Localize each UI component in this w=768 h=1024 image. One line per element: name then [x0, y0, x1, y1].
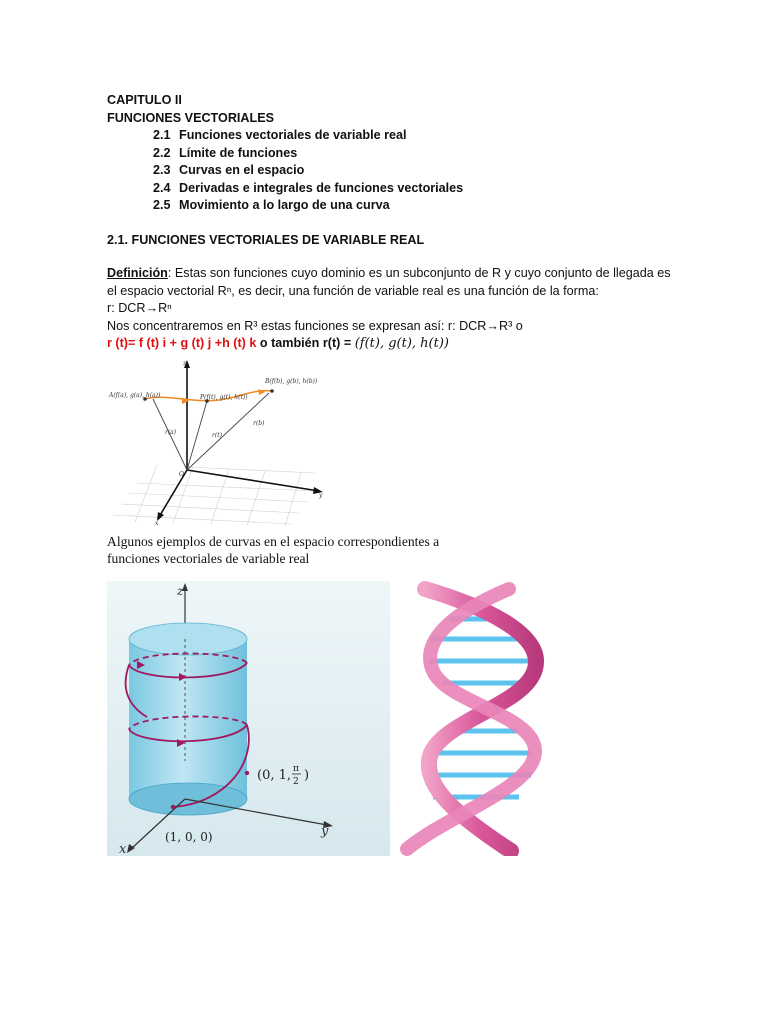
- chapter-subtitle: FUNCIONES VECTORIALES: [107, 110, 275, 125]
- toc-item-label: Derivadas e integrales de funciones vectoriales: [179, 180, 464, 195]
- vector-rt-label: r(t): [212, 432, 222, 439]
- cylinder-top: [129, 623, 247, 655]
- toc-item-number: 2.3: [153, 163, 171, 177]
- definition-line-1: [107, 265, 671, 283]
- svg-text:π: π: [293, 764, 299, 774]
- definition-line-2: el espacio vectorial Rⁿ, es decir, una función de variable real es una función de la forma:: [107, 283, 599, 298]
- chapter-title: CAPITULO II: [107, 93, 182, 107]
- origin-label: O: [179, 471, 184, 478]
- point-b-label: B(f(b), g(b), h(b)): [265, 378, 318, 385]
- figure2-y-label: y: [321, 824, 329, 839]
- formula-tuple: (f(t), g(t), h(t)): [354, 336, 449, 351]
- dna-double-helix: [390, 581, 591, 856]
- point-helix-start: [171, 805, 175, 809]
- vector-rb-label: r(b): [253, 420, 265, 427]
- toc-item: [107, 163, 463, 181]
- point-b: [270, 389, 274, 393]
- formula-red: r (t)= f (t) i + g (t) j +h (t) k: [107, 336, 257, 350]
- toc-item-label: Funciones vectoriales de variable real: [179, 128, 407, 142]
- curve-direction-arrow-icon: [258, 389, 265, 395]
- toc-item-label: Curvas en el espacio: [179, 163, 305, 177]
- helix-examples-figure: [107, 581, 591, 856]
- toc-item-number: 2.1: [153, 128, 171, 142]
- figure1-x-label: x: [155, 520, 159, 527]
- point-p-label: P(f(t), g(t), h(t)): [200, 394, 248, 401]
- table-of-contents: [107, 93, 463, 216]
- toc-item-label: Límite de funciones: [179, 145, 298, 160]
- toc-item-number: 2.4: [153, 180, 171, 195]
- vector-function-figure: [107, 357, 347, 529]
- definition-line-3: r: DCR→Rⁿ: [107, 301, 172, 315]
- examples-line-2: funciones vectoriales de variable real: [107, 551, 310, 566]
- toc-item: [107, 198, 463, 216]
- svg-text:(0, 1,: (0, 1,: [257, 768, 292, 783]
- section-heading: 2.1. FUNCIONES VECTORIALES DE VARIABLE REAL: [107, 233, 425, 247]
- examples-line-1: Algunos ejemplos de curvas en el espacio correspondientes a: [107, 534, 440, 549]
- point-a-label: A(f(a), g(a), h(a)): [109, 392, 161, 399]
- definition-line-4: Nos concentraremos en R³ estas funciones se expresan así: r: DCR→R³ o: [107, 318, 523, 333]
- figure2-x-label: x: [119, 842, 127, 856]
- toc-item: [107, 181, 463, 199]
- figure1-y-label: y: [319, 492, 323, 499]
- definition-paragraph: [107, 265, 671, 353]
- toc-item: [107, 128, 463, 146]
- definition-term: Definición: [107, 266, 168, 280]
- formula-connector: o también r(t) =: [256, 336, 355, 350]
- figure1-z-label: z: [183, 360, 187, 367]
- toc-item-label: Movimiento a lo largo de una curva: [179, 198, 390, 212]
- definition-text: : Estas son funciones cuyo dominio es un subconjunto de R y cuyo conjunto de llegada es: [167, 266, 671, 280]
- point-1-0-0-label: (1, 0, 0): [165, 830, 213, 844]
- toc-item: [107, 146, 463, 164]
- cylinder: [129, 639, 247, 799]
- point-helix-top: [245, 771, 249, 775]
- vector-ra-label: r(a): [165, 429, 177, 436]
- definition-formula: [107, 335, 671, 353]
- toc-item-number: 2.5: [153, 198, 171, 212]
- svg-text:2: 2: [293, 777, 299, 787]
- svg-text:): ): [304, 768, 310, 783]
- figure2-z-label: z: [177, 584, 184, 598]
- toc-item-number: 2.2: [153, 145, 171, 160]
- examples-caption: [107, 533, 439, 567]
